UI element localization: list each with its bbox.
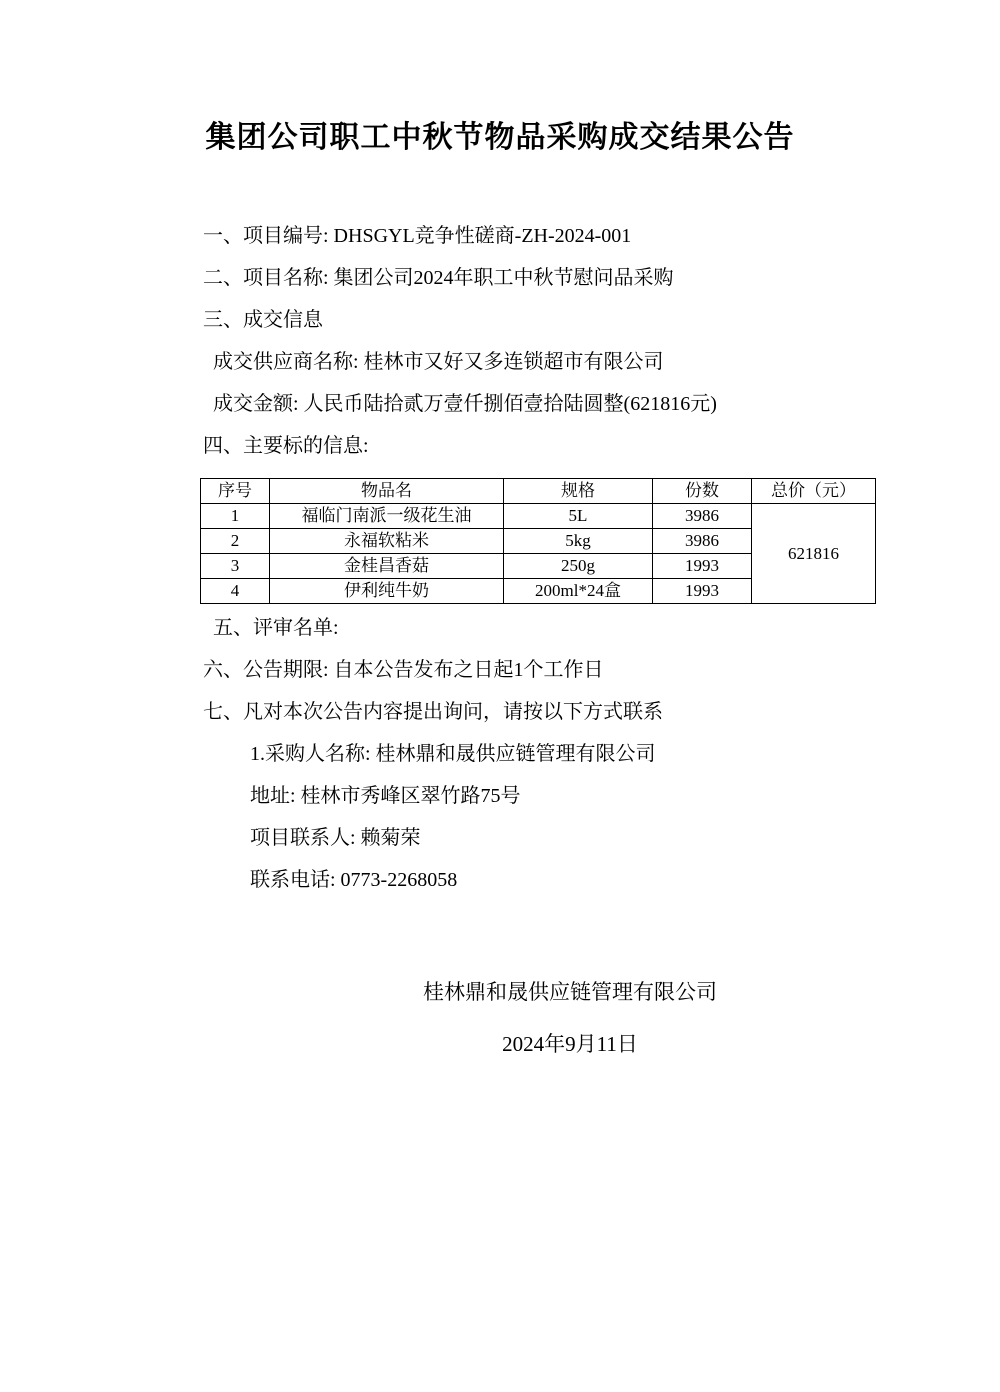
column-header-total-price: 总价（元）	[752, 479, 876, 504]
cell-index: 2	[201, 529, 270, 554]
signature-block	[115, 976, 885, 1058]
contact-person-line: 项目联系人: 赖菊荣	[250, 827, 421, 849]
notice-period-line: 六、公告期限: 自本公告发布之日起1个工作日	[203, 659, 604, 681]
address-line: 地址: 桂林市秀峰区翠竹路75号	[250, 785, 521, 807]
column-header-quantity: 份数	[653, 479, 752, 504]
cell-total-price: 621816	[752, 504, 876, 604]
cell-index: 1	[201, 504, 270, 529]
cell-spec: 5kg	[504, 529, 653, 554]
cell-item-name: 福临门南派一级花生油	[270, 504, 504, 529]
signature-company: 桂林鼎和晟供应链管理有限公司	[423, 980, 717, 1004]
review-list-heading: 五、评审名单:	[213, 617, 339, 639]
items-heading: 四、主要标的信息:	[203, 435, 369, 457]
award-amount-line: 成交金额: 人民币陆拾贰万壹仟捌佰壹拾陆圆整(621816元)	[213, 393, 717, 415]
cell-spec: 200ml*24盒	[504, 579, 653, 604]
cell-index: 4	[201, 579, 270, 604]
cell-spec: 5L	[504, 504, 653, 529]
column-header-spec: 规格	[504, 479, 653, 504]
items-table	[200, 478, 876, 604]
cell-item-name: 伊利纯牛奶	[270, 579, 504, 604]
signature-date: 2024年9月11日	[502, 1032, 638, 1056]
project-number-line: 一、项目编号: DHSGYL竞争性磋商-ZH-2024-001	[203, 225, 632, 247]
phone-line: 联系电话: 0773-2268058	[250, 869, 458, 891]
contact-heading: 七、凡对本次公告内容提出询问，请按以下方式联系	[203, 701, 663, 723]
purchaser-name-line: 1.采购人名称: 桂林鼎和晟供应链管理有限公司	[250, 743, 656, 765]
page-title: 集团公司职工中秋节物品采购成交结果公告	[205, 121, 795, 154]
table-row	[201, 504, 876, 529]
column-header-item-name: 物品名	[270, 479, 504, 504]
project-name-line: 二、项目名称: 集团公司2024年职工中秋节慰问品采购	[203, 267, 674, 289]
cell-quantity: 3986	[653, 529, 752, 554]
document-body	[115, 226, 885, 890]
result-info-heading: 三、成交信息	[203, 309, 323, 331]
document-page	[0, 112, 1000, 1392]
cell-quantity: 1993	[653, 554, 752, 579]
cell-spec: 250g	[504, 554, 653, 579]
table-header-row	[201, 479, 876, 504]
cell-quantity: 1993	[653, 579, 752, 604]
cell-index: 3	[201, 554, 270, 579]
cell-item-name: 金桂昌香菇	[270, 554, 504, 579]
supplier-name-line: 成交供应商名称: 桂林市又好又多连锁超市有限公司	[213, 351, 664, 373]
column-header-index: 序号	[201, 479, 270, 504]
cell-quantity: 3986	[653, 504, 752, 529]
cell-item-name: 永福软粘米	[270, 529, 504, 554]
